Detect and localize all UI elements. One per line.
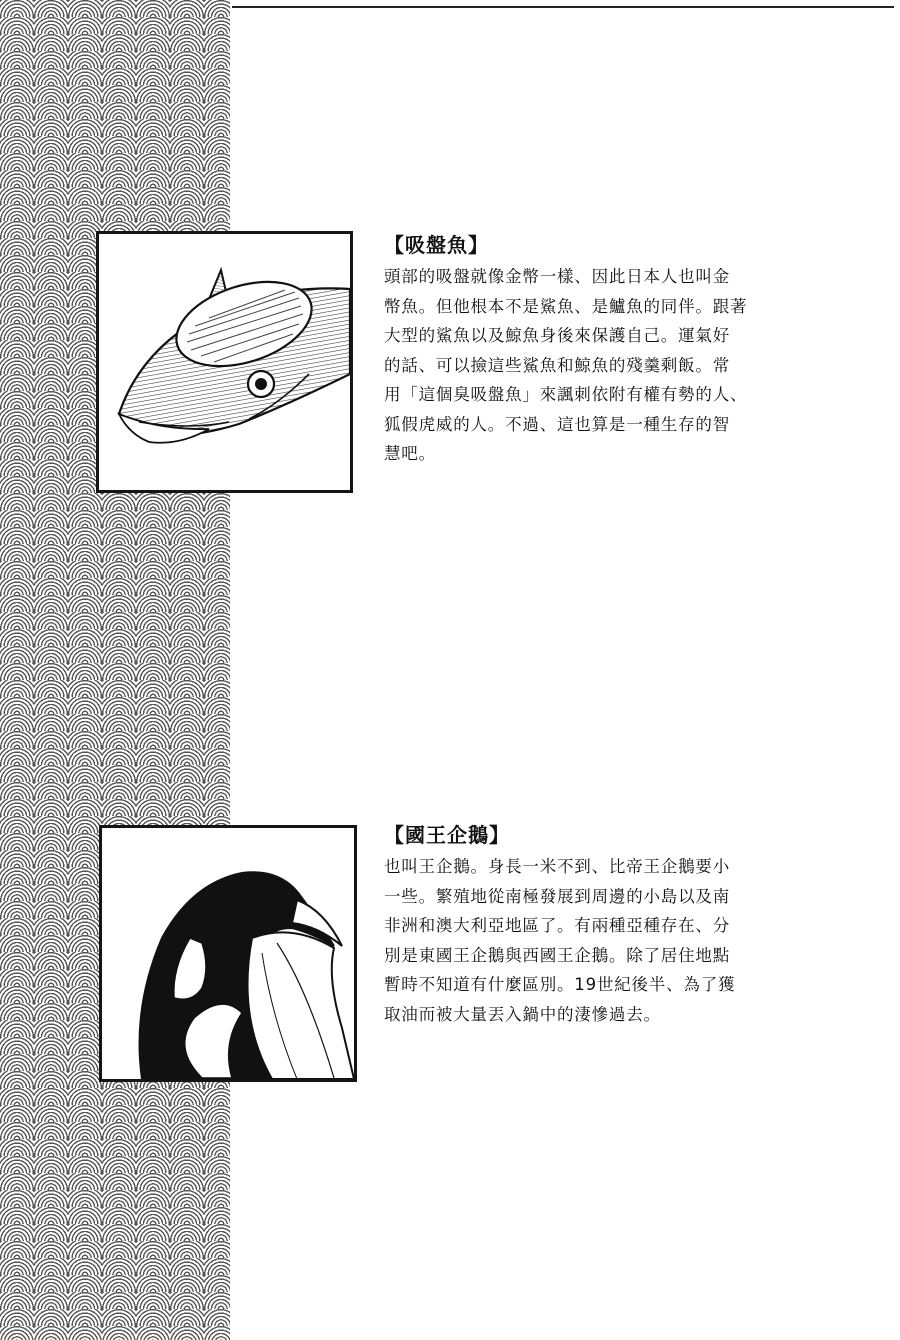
seigaiha-pattern-strip (0, 0, 232, 1340)
remora-fish-icon (99, 234, 350, 490)
king-penguin-description: 也叫王企鵝。身長一米不到、比帝王企鵝要小 一些。繁殖地從南極發展到周邊的小島以及南 非洲和澳大利亞地區了。有兩種亞種存在、分 別是東國王企鵝與西國王企鵝。除了居住地點 暫時不知道有什麼區別。19世紀後半、為了獲 取油而被大量丟入鍋中的淒慘過去。 (384, 857, 736, 1024)
remora-title: 【吸盤魚】 (384, 233, 489, 257)
remora-entry (384, 230, 854, 469)
remora-illustration-frame (96, 231, 353, 493)
remora-description: 頭部的吸盤就像金幣一樣、因此日本人也叫金 幣魚。但他根本不是鯊魚、是鱸魚的同伴。跟著 大型的鯊魚以及鯨魚身後來保護自己。運氣好 的話、可以撿這些鯊魚和鯨魚的殘羹剩飯。常 用「這個臭吸盤魚」來諷刺依附有權有勢的人、 狐假虎威的人。不過、這也算是一種生存的智 慧吧。 (384, 267, 748, 463)
top-rule-line (232, 6, 894, 8)
king-penguin-illustration-frame (99, 825, 357, 1082)
king-penguin-title: 【國王企鵝】 (384, 823, 510, 847)
king-penguin-entry (384, 820, 854, 1029)
king-penguin-icon (102, 828, 354, 1079)
